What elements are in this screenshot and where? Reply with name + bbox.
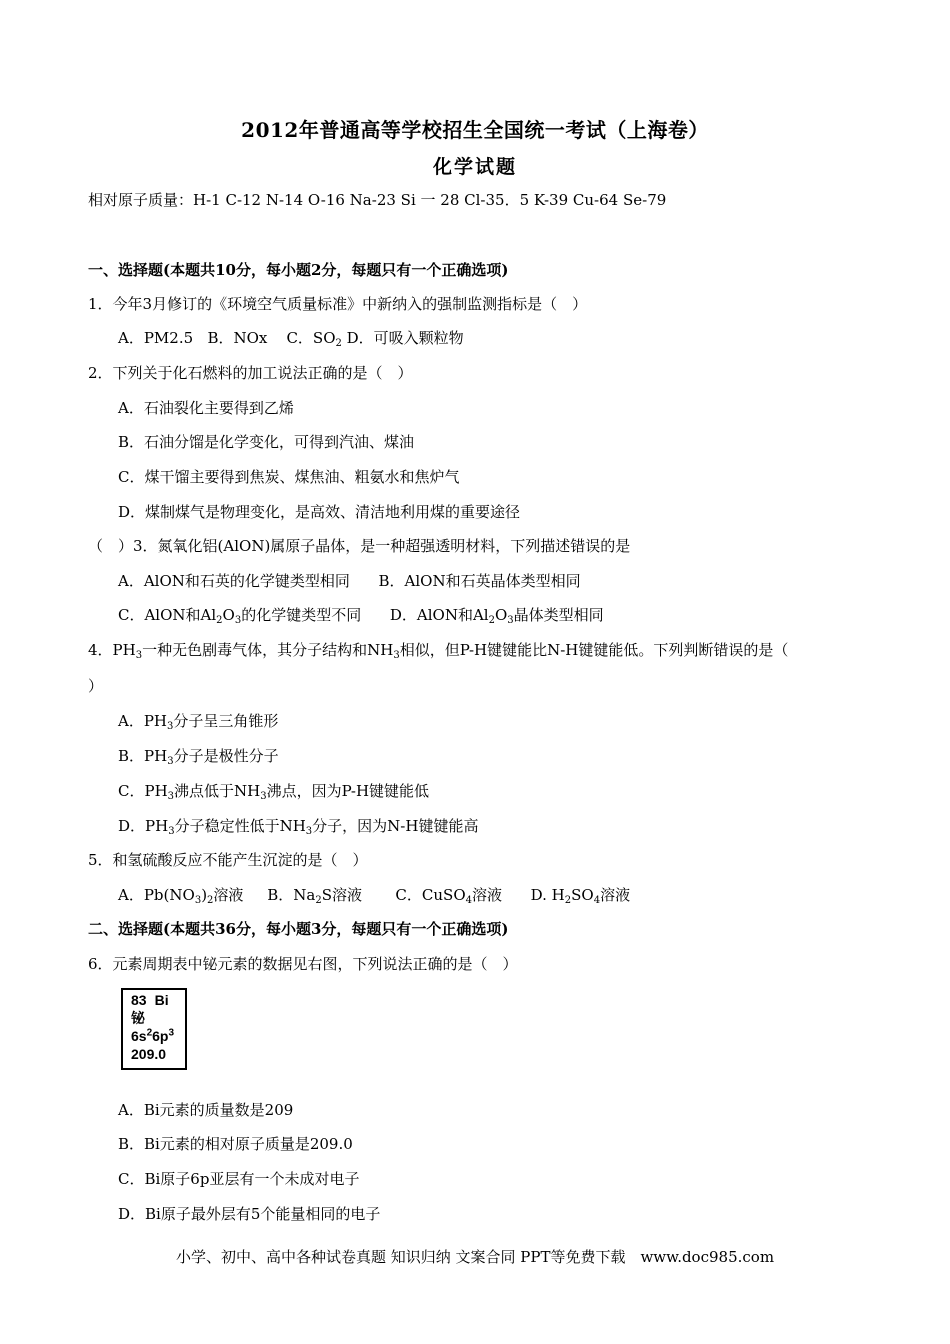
q3-option-d: D．AlON和$Al_2O_3$晶体类型相同: [389, 606, 604, 626]
q5-options: [118, 885, 630, 905]
q1-option-c: C．$SO_2$: [286, 329, 342, 349]
q2-option-c: C．煤干馏主要得到焦炭、煤焦油、粗氨水和焦炉气: [118, 468, 460, 486]
q3-stem: （ ）3．氮氧化铝(AlON)属原子晶体，是一种超强透明材料，下列描述错误的是: [88, 537, 631, 555]
q3-option-c: C．AlON和$Al_2O_3$的化学键类型不同: [118, 606, 362, 626]
q3-options-cd: [118, 605, 604, 625]
element-mass: 209.0: [131, 1046, 167, 1062]
section-2-heading: 二、选择题(本题共36分，每小题3分，每题只有一个正确选项): [88, 920, 509, 938]
q3-option-a: A．AlON和石英的化学键类型相同: [118, 572, 350, 590]
q3-option-b: B．AlON和石英晶体类型相同: [378, 572, 581, 590]
element-config: $6s^26p^3$: [131, 1027, 175, 1044]
q5-option-d: D. $H_2SO_4$溶液: [530, 886, 631, 906]
q3-options-ab: [118, 571, 581, 591]
bismuth-element-card: [121, 988, 187, 1070]
q1-stem: 1．今年3月修订的《环境空气质量标准》中新纳入的强制监测指标是（ ）: [88, 295, 588, 313]
q1-options: [118, 328, 464, 348]
q1-option-b: B．NOx: [207, 329, 268, 347]
q6-option-a: A．Bi元素的质量数是209: [118, 1101, 294, 1119]
q4-option-c: C．$PH_3$沸点低于$NH_3$沸点，因为P-H键键能低: [118, 782, 430, 802]
q5-option-a: A．$Pb(NO_3)_2$溶液: [118, 886, 244, 906]
q4-stem-end: ）: [88, 677, 104, 695]
q4-stem: 4．$PH_3$一种无色剧毒气体，其分子结构和$NH_3$相似，但P-H键键能比N-H键键能低。下列判断错误的是（: [88, 641, 789, 661]
q4-option-b: B．$PH_3$分子是极性分子: [118, 747, 279, 767]
q5-option-c: C．CuSO$_4$溶液: [395, 886, 503, 906]
q2-stem: 2．下列关于化石燃料的加工说法正确的是（ ）: [88, 364, 413, 382]
element-name: 铋: [131, 1010, 145, 1026]
q2-option-d: D．煤制煤气是物理变化，是高效、清洁地利用煤的重要途径: [118, 503, 521, 521]
section-1-heading: 一、选择题(本题共10分，每小题2分，每题只有一个正确选项): [88, 261, 509, 279]
q5-option-b: B．$Na_2S$溶液: [267, 886, 363, 906]
footer-text: 小学、初中、高中各种试卷真题 知识归纳 文案合同 PPT等免费下载 www.doc985.com: [175, 1248, 775, 1266]
q6-option-d: D．Bi原子最外层有5个能量相同的电子: [118, 1205, 381, 1223]
element-number-symbol: 83 Bi: [131, 992, 169, 1008]
q1-option-a: A．PM2.5: [118, 329, 194, 347]
atomic-masses: 相对原子质量：H-1 C-12 N-14 O-16 Na-23 Si 一 28 Cl-35．5 K-39 Cu-64 Se-79: [88, 191, 667, 209]
q4-option-a: A．$PH_3$分子呈三角锥形: [118, 712, 279, 732]
page-subtitle: 化学试题: [432, 156, 517, 178]
q4-option-d: D．$PH_3$分子稳定性低于$NH_3$分子，因为N-H键键能高: [118, 817, 479, 837]
q1-option-d: D．可吸入颗粒物: [346, 329, 464, 347]
q6-option-b: B．Bi元素的相对原子质量是209.0: [118, 1135, 353, 1153]
page-title: 2012年普通高等学校招生全国统一考试（上海卷）: [241, 118, 709, 142]
q5-stem: 5．和氢硫酸反应不能产生沉淀的是（ ）: [88, 851, 368, 869]
q6-option-c: C．Bi原子6p亚层有一个未成对电子: [118, 1170, 360, 1188]
q6-stem: 6．元素周期表中铋元素的数据见右图，下列说法正确的是（ ）: [88, 955, 518, 973]
q2-option-b: B．石油分馏是化学变化，可得到汽油、煤油: [118, 433, 415, 451]
q2-option-a: A．石油裂化主要得到乙烯: [118, 399, 294, 417]
